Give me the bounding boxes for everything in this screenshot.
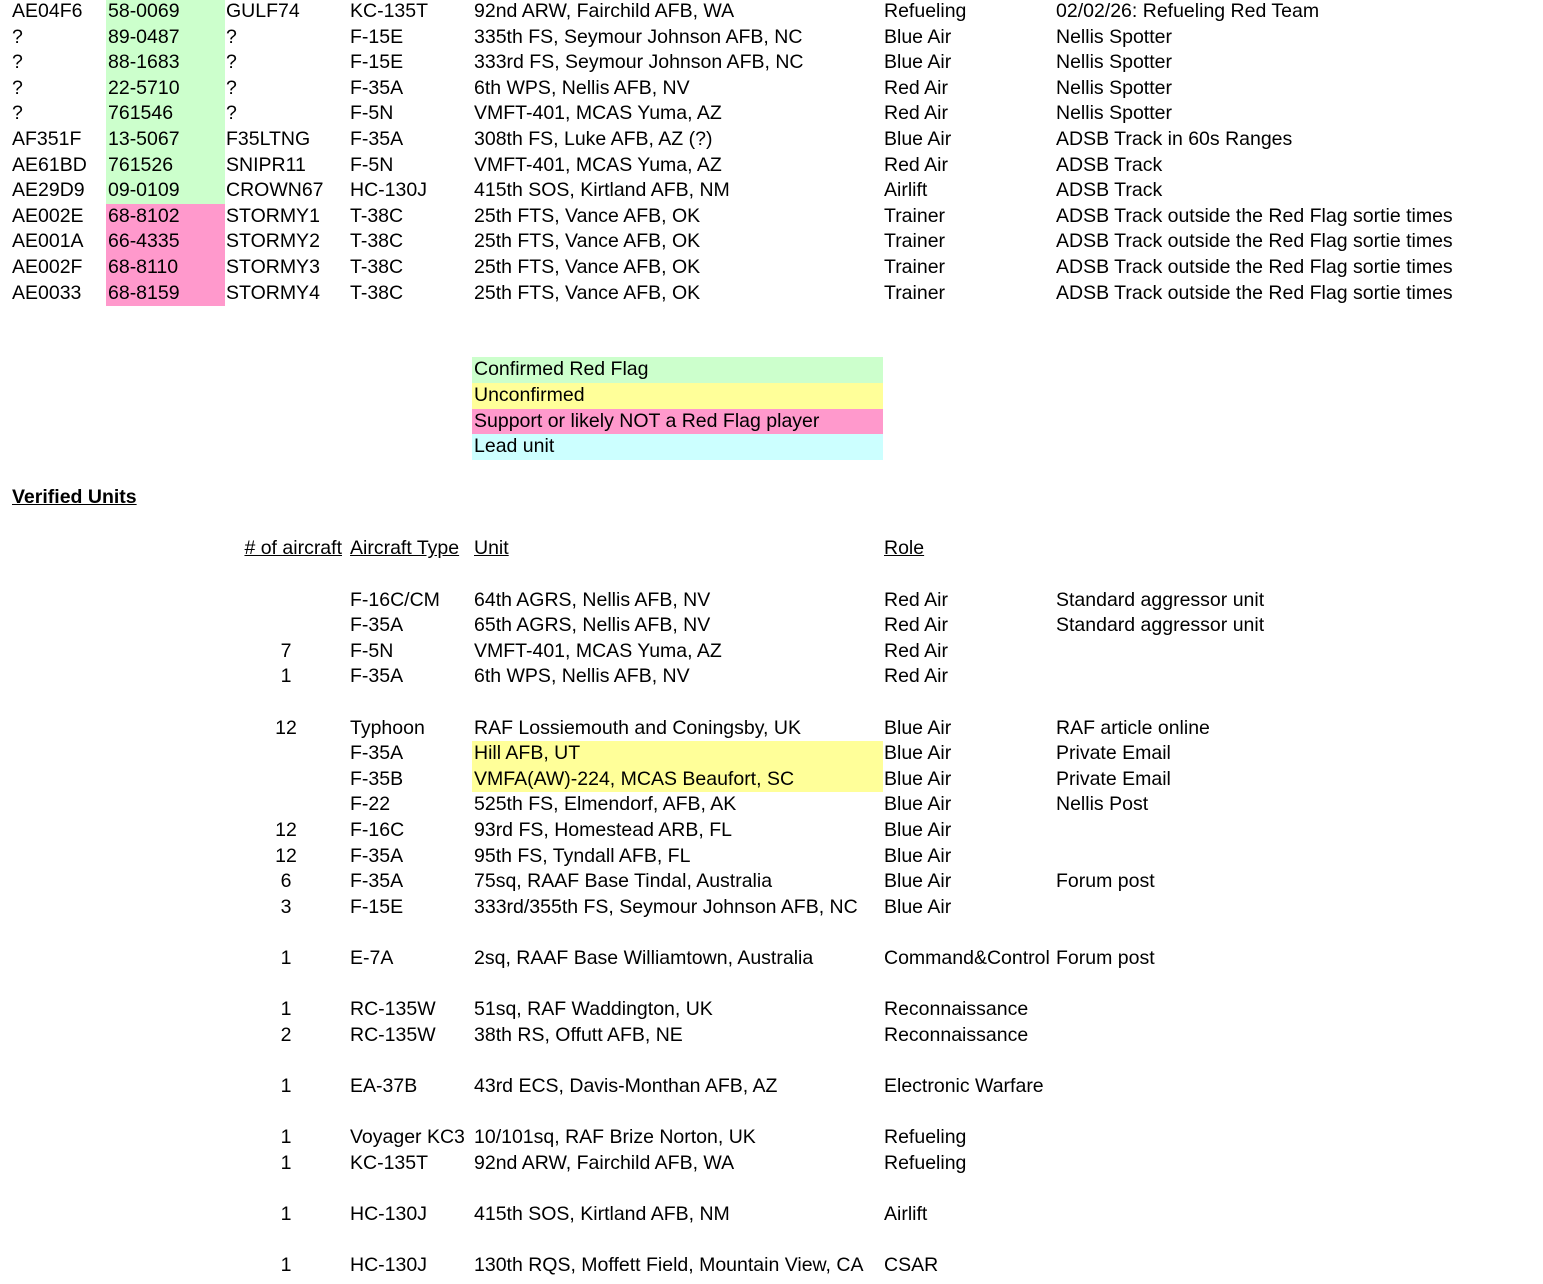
note-cell[interactable]: Nellis Spotter [1056,102,1172,125]
spacer-row [0,972,1543,998]
type-cell[interactable]: Voyager KC3 [350,1126,465,1149]
table-row [0,204,1543,230]
table-row [0,741,1543,767]
unit-cell[interactable]: 92nd ARW, Fairchild AFB, WA [474,1151,735,1174]
unit-cell[interactable]: 6th WPS, Nellis AFB, NV [474,76,690,99]
type-cell[interactable]: F-35A [350,742,404,765]
hex-cell[interactable]: AE04F6 [12,0,83,22]
spacer-row [0,1100,1543,1126]
verified-header-row [0,536,1543,562]
legend-item[interactable]: Confirmed Red Flag [472,357,883,383]
note-cell[interactable]: Forum post [1056,946,1155,969]
count-cell[interactable]: 1 [280,1254,292,1277]
type-cell[interactable]: RC-135W [350,1023,436,1046]
note-cell[interactable] [1054,1125,1534,1151]
type-cell[interactable]: F-35B [350,767,404,790]
note-cell[interactable]: ADSB Track [1056,153,1163,176]
table-row [0,1074,1543,1100]
unit-cell[interactable]: 38th RS, Offutt AFB, NE [474,1023,683,1046]
unit-cell[interactable]: 64th AGRS, Nellis AFB, NV [474,588,711,611]
table-row [0,997,1543,1023]
table-row [0,869,1543,895]
serial-cell[interactable]: 58-0069 [106,0,225,25]
type-cell[interactable]: F-35A [350,614,404,637]
unit-header[interactable]: Unit [474,537,509,560]
hex-cell[interactable]: AE002F [12,255,83,278]
unit-cell[interactable]: 25th FTS, Vance AFB, OK [474,281,701,304]
count-cell[interactable]: 1 [280,1151,292,1174]
hex-cell[interactable]: AE61BD [12,153,87,176]
type-cell[interactable]: EA-37B [350,1074,418,1097]
spacer-row [0,306,1543,332]
table-row [0,716,1543,742]
count-cell[interactable]: 12 [275,716,297,739]
serial-cell[interactable]: 89-0487 [106,25,225,51]
type-cell[interactable]: F-35A [350,844,404,867]
count-cell[interactable] [224,741,348,767]
serial-cell[interactable]: 761546 [106,101,225,127]
count-cell[interactable] [224,792,348,818]
legend-item[interactable]: Lead unit [472,434,883,460]
type-cell[interactable]: F-22 [350,793,391,816]
note-cell[interactable]: Standard aggressor unit [1056,614,1265,637]
table-row [0,946,1543,972]
role-cell[interactable]: Command&Control [884,946,1050,969]
type-cell[interactable]: F-35A [350,870,404,893]
hex-cell[interactable]: AE002E [12,204,84,227]
role-cell[interactable]: Refueling [884,1126,967,1149]
legend-row [0,409,1543,435]
table-row [0,255,1543,281]
serial-cell[interactable]: 88-1683 [106,50,225,76]
type-cell[interactable]: T-38C [350,281,404,304]
type-cell[interactable]: F-5N [350,153,394,176]
table-row [0,281,1543,307]
callsign-cell[interactable]: SNIPR11 [226,153,306,176]
type-header[interactable]: Aircraft Type [350,537,460,560]
role-cell[interactable]: Red Air [884,102,948,125]
callsign-cell[interactable]: STORMY3 [226,255,320,278]
type-cell[interactable]: F-15E [350,25,404,48]
unit-cell[interactable]: VMFT-401, MCAS Yuma, AZ [474,102,722,125]
note-cell[interactable]: ADSB Track [1056,179,1163,202]
role-cell[interactable]: Blue Air [884,895,952,918]
unit-cell[interactable]: 75sq, RAAF Base Tindal, Australia [474,870,773,893]
unit-cell[interactable]: VMFT-401, MCAS Yuma, AZ [474,639,722,662]
note-cell[interactable]: ADSB Track outside the Red Flag sortie times [1056,255,1453,278]
count-cell[interactable]: 12 [275,844,297,867]
note-cell[interactable]: Nellis Spotter [1056,25,1172,48]
note-cell[interactable]: ADSB Track outside the Red Flag sortie times [1056,281,1453,304]
unit-cell[interactable]: 415th SOS, Kirtland AFB, NM [474,179,730,202]
type-cell[interactable]: E-7A [350,946,394,969]
serial-cell[interactable]: 68-8159 [106,281,225,307]
hex-cell[interactable]: ? [12,25,23,48]
hex-cell[interactable]: AE0033 [12,281,82,304]
type-cell[interactable]: F-35A [350,76,404,99]
hex-cell[interactable]: AF351F [12,127,82,150]
table-row [0,613,1543,639]
note-cell[interactable]: Standard aggressor unit [1056,588,1265,611]
role-cell[interactable]: Red Air [884,153,948,176]
table-row [0,1151,1543,1177]
unit-cell[interactable]: 65th AGRS, Nellis AFB, NV [474,614,711,637]
unit-cell[interactable]: 6th WPS, Nellis AFB, NV [474,665,690,688]
serial-cell[interactable]: 66-4335 [106,229,225,255]
unit-cell[interactable]: Hill AFB, UT [472,741,883,767]
role-cell[interactable]: Red Air [884,665,948,688]
note-cell[interactable] [1054,664,1534,690]
callsign-cell[interactable]: ? [226,76,237,99]
legend [0,357,1543,459]
spacer-row [0,562,1543,588]
legend-row [0,383,1543,409]
legend-row [0,357,1543,383]
role-cell[interactable]: Reconnaissance [884,1023,1029,1046]
count-cell[interactable]: 1 [280,998,292,1021]
role-cell[interactable]: Trainer [884,255,946,278]
table-row [0,639,1543,665]
table-row [0,1125,1543,1151]
hex-cell[interactable]: ? [12,51,23,74]
role-cell[interactable]: Trainer [884,230,946,253]
unit-cell[interactable]: 25th FTS, Vance AFB, OK [474,204,701,227]
table-row [0,895,1543,921]
note-cell[interactable] [1054,1151,1534,1177]
type-cell[interactable]: F-35A [350,127,404,150]
note-cell[interactable] [1054,844,1534,870]
count-cell[interactable]: 1 [280,1202,292,1225]
table-row [0,1023,1543,1049]
count-cell[interactable] [224,588,348,614]
table-row [0,127,1543,153]
role-cell[interactable]: Blue Air [884,844,952,867]
note-cell[interactable]: Nellis Spotter [1056,76,1172,99]
count-cell[interactable]: 2 [280,1023,292,1046]
type-cell[interactable]: F-15E [350,895,404,918]
unit-cell[interactable]: 525th FS, Elmendorf, AFB, AK [474,793,737,816]
role-cell[interactable]: Airlift [884,179,928,202]
type-cell[interactable]: F-16C [350,819,405,841]
role-cell[interactable]: CSAR [884,1254,939,1277]
note-cell[interactable] [1054,639,1534,665]
role-cell[interactable]: Blue Air [884,742,952,765]
table-row [0,178,1543,204]
legend-item[interactable]: Support or likely NOT a Red Flag player [472,409,883,435]
callsign-cell[interactable]: ? [226,102,237,125]
callsign-cell[interactable]: STORMY2 [226,230,320,253]
table-row [0,153,1543,179]
count-cell[interactable] [224,767,348,793]
type-cell[interactable]: KC-135T [350,1151,429,1174]
note-cell[interactable] [1054,818,1534,844]
serial-cell[interactable]: 22-5710 [106,76,225,102]
type-cell[interactable]: KC-135T [350,0,429,22]
unit-cell[interactable]: 308th FS, Luke AFB, AZ (?) [474,127,713,150]
note-cell[interactable] [1054,895,1534,921]
count-cell[interactable]: 1 [280,1126,292,1149]
spacer-row [0,1048,1543,1074]
serial-cell[interactable]: 761526 [106,153,225,179]
hex-cell[interactable]: ? [12,102,23,125]
spacer-row [0,511,1543,537]
count-header[interactable]: # of aircraft [244,537,342,560]
role-cell[interactable]: Blue Air [884,793,952,816]
type-cell[interactable]: T-38C [350,204,404,227]
table-row [0,767,1543,793]
role-cell[interactable]: Blue Air [884,716,952,739]
table-row [0,76,1543,102]
callsign-cell[interactable]: ? [226,51,237,74]
table-row [0,1202,1543,1228]
role-cell[interactable]: Trainer [884,281,946,304]
hex-cell[interactable]: AE001A [12,230,84,253]
table-row [0,792,1543,818]
unit-cell[interactable]: 43rd ECS, Davis-Monthan AFB, AZ [474,1074,778,1097]
role-cell[interactable]: Blue Air [884,51,952,74]
count-cell[interactable]: 1 [280,946,292,969]
note-cell[interactable] [1054,1074,1534,1100]
note-cell[interactable]: RAF article online [1056,716,1210,739]
count-cell[interactable]: 6 [280,870,292,893]
callsign-cell[interactable]: GULF74 [226,0,300,22]
role-cell[interactable]: Blue Air [884,767,952,790]
note-cell[interactable]: Private Email [1056,767,1171,790]
table-row [0,588,1543,614]
type-cell[interactable]: F-15E [350,51,404,74]
type-cell[interactable]: F-35A [350,665,404,688]
spacer-row [0,1228,1543,1254]
spacer-row [0,332,1543,358]
role-cell[interactable]: Red Air [884,588,948,611]
unit-cell[interactable]: 92nd ARW, Fairchild AFB, WA [474,0,735,22]
type-cell[interactable]: HC-130J [350,179,427,202]
callsign-cell[interactable]: CROWN67 [226,179,324,202]
unit-cell[interactable]: 10/101sq, RAF Brize Norton, UK [474,1126,756,1149]
note-cell[interactable]: ADSB Track in 60s Ranges [1056,127,1293,150]
unit-cell[interactable]: 25th FTS, Vance AFB, OK [474,230,701,253]
note-cell[interactable] [1054,997,1534,1023]
verified-units-table [0,562,1543,1279]
table-row [0,818,1543,844]
table-row [0,25,1543,51]
note-cell[interactable] [1054,1202,1534,1228]
count-cell[interactable]: 7 [280,639,292,662]
callsign-cell[interactable]: STORMY4 [226,281,320,304]
type-cell[interactable]: T-38C [350,255,404,278]
count-cell[interactable]: 1 [280,665,292,688]
note-cell[interactable]: Nellis Spotter [1056,51,1172,74]
type-cell[interactable]: Typhoon [350,716,425,739]
section-title-row [0,485,1543,511]
unit-cell[interactable]: VMFT-401, MCAS Yuma, AZ [474,153,722,176]
table-row [0,0,1543,25]
role-cell[interactable]: Red Air [884,639,948,662]
hex-cell[interactable]: ? [12,76,23,99]
type-cell[interactable]: RC-135W [350,998,436,1021]
callsign-cell[interactable]: STORMY1 [226,204,320,227]
legend-row [0,434,1543,460]
serial-cell[interactable]: 09-0109 [106,178,225,204]
role-cell[interactable]: Refueling [884,1151,967,1174]
note-cell[interactable] [1054,1253,1534,1279]
type-cell[interactable]: F-5N [350,102,394,125]
note-cell[interactable]: Nellis Post [1056,793,1149,816]
tracks-table [0,0,1543,306]
type-cell[interactable]: HC-130J [350,1254,427,1277]
table-row [0,101,1543,127]
note-cell[interactable]: ADSB Track outside the Red Flag sortie times [1056,204,1453,227]
serial-cell[interactable]: 68-8102 [106,204,225,230]
role-cell[interactable]: Reconnaissance [884,998,1029,1021]
unit-cell[interactable]: 335th FS, Seymour Johnson AFB, NC [474,25,803,48]
role-cell[interactable]: Blue Air [884,127,952,150]
section-title[interactable]: Verified Units [12,486,137,509]
unit-cell[interactable]: VMFA(AW)-224, MCAS Beaufort, SC [472,767,883,793]
type-cell[interactable]: HC-130J [350,1202,427,1225]
count-cell[interactable]: 12 [275,819,297,841]
type-cell[interactable]: T-38C [350,230,404,253]
callsign-cell[interactable]: F35LTNG [226,127,311,150]
role-cell[interactable]: Blue Air [884,870,952,893]
type-cell[interactable]: F-16C/CM [350,588,440,611]
role-cell[interactable]: Trainer [884,204,946,227]
role-header[interactable]: Role [884,537,925,560]
role-cell[interactable]: Refueling [884,0,967,22]
note-cell[interactable]: Private Email [1056,742,1171,765]
role-cell[interactable]: Blue Air [884,819,952,841]
table-row [0,50,1543,76]
unit-cell[interactable]: 25th FTS, Vance AFB, OK [474,255,701,278]
note-cell[interactable]: Forum post [1056,870,1155,893]
role-cell[interactable]: Red Air [884,76,948,99]
table-row [0,844,1543,870]
table-row [0,229,1543,255]
unit-cell[interactable]: RAF Lossiemouth and Coningsby, UK [474,716,801,739]
unit-cell[interactable]: 333rd/355th FS, Seymour Johnson AFB, NC [474,895,858,918]
unit-cell[interactable]: 2sq, RAAF Base Williamtown, Australia [474,946,814,969]
spacer-row [0,460,1543,486]
note-cell[interactable]: ADSB Track outside the Red Flag sortie times [1056,230,1453,253]
unit-cell[interactable]: 415th SOS, Kirtland AFB, NM [474,1202,730,1225]
serial-cell[interactable]: 13-5067 [106,127,225,153]
spacer-row [0,920,1543,946]
unit-cell[interactable]: 95th FS, Tyndall AFB, FL [474,844,691,867]
hex-cell[interactable]: AE29D9 [12,179,85,202]
count-cell[interactable]: 1 [280,1074,292,1097]
role-cell[interactable]: Red Air [884,614,948,637]
spacer-row [0,690,1543,716]
spacer-row [0,1176,1543,1202]
serial-cell[interactable]: 68-8110 [106,255,225,281]
callsign-cell[interactable]: ? [226,25,237,48]
role-cell[interactable]: Blue Air [884,25,952,48]
role-cell[interactable]: Airlift [884,1202,928,1225]
note-cell[interactable]: 02/02/26: Refueling Red Team [1056,0,1320,22]
unit-cell[interactable]: 333rd FS, Seymour Johnson AFB, NC [474,51,804,74]
unit-cell[interactable]: 93rd FS, Homestead ARB, FL [474,819,732,841]
unit-cell[interactable]: 51sq, RAF Waddington, UK [474,998,713,1021]
table-row [0,1253,1543,1279]
unit-cell[interactable]: 130th RQS, Moffett Field, Mountain View, CA [474,1254,864,1277]
note-cell[interactable] [1054,1023,1534,1049]
role-cell[interactable]: Electronic Warfare [884,1074,1044,1097]
table-row [0,664,1543,690]
type-cell[interactable]: F-5N [350,639,394,662]
legend-item[interactable]: Unconfirmed [472,383,883,409]
count-cell[interactable] [224,613,348,639]
count-cell[interactable]: 3 [280,895,292,918]
